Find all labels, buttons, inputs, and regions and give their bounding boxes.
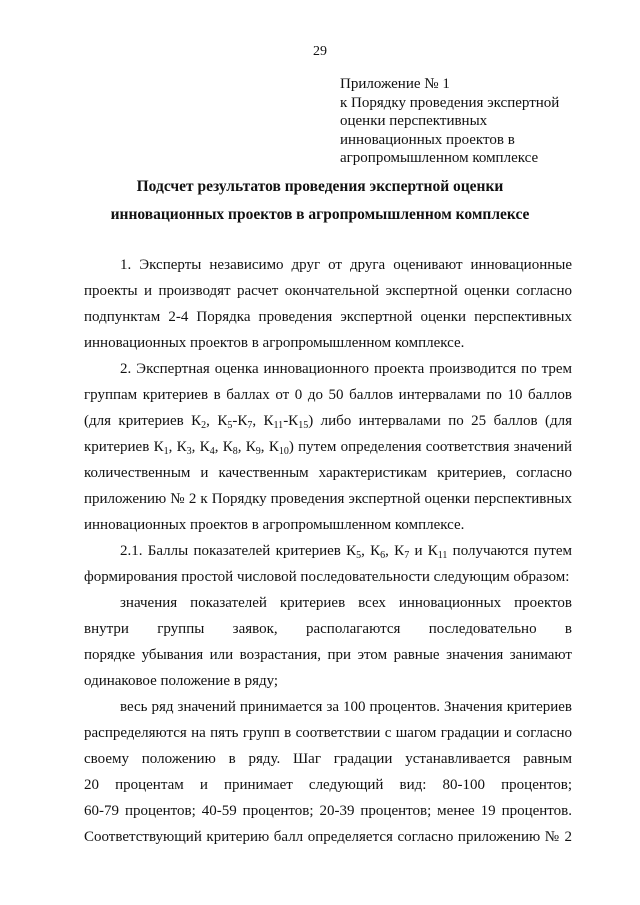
paragraph-4-line-4: 20 процентам и принимает следующий вид: 80-100 процентов; [84, 777, 572, 793]
document-title-line-1: Подсчет результатов проведения экспертной оценки [136, 178, 504, 195]
paragraph-2-line-4: критериев $К_1$, $К_3$, $К_4$, $К_8$, $К_9$, $К_{10}$) путем определения соответствия значений [84, 439, 572, 457]
paragraph-2-line-1: 2. Экспертная оценка инновационного проекта производится по трем [120, 361, 572, 377]
paragraph-1-line-2: проекты и производят расчет окончательной экспертной оценки согласно [84, 283, 572, 299]
paragraph-2-line-5: количественным и качественным характеристикам критериев, согласно [84, 465, 572, 481]
paragraph-3-line-3: порядке убывания или возрастания, при этом равные значения занимают [84, 647, 572, 663]
paragraph-1-line-1: 1. Эксперты независимо друг от друга оценивают инновационные [120, 257, 572, 273]
appendix-line: агропромышленном комплексе [340, 150, 539, 166]
paragraph-3-line-2: внутри группы заявок, располагаются последовательно в [84, 621, 572, 637]
paragraph-2-1-line-1: 2.1. Баллы показателей критериев $К_5$, $К_6$, $К_7$ и $К_{11}$ получаются путем [120, 543, 572, 561]
paragraph-4-line-1: весь ряд значений принимается за 100 процентов. Значения критериев [120, 699, 572, 715]
document-title-line-2: инновационных проектов в агропромышленном комплексе [110, 206, 530, 223]
paragraph-3-line-4: одинаковое положение в ряду; [84, 673, 279, 689]
page-number: 29 [313, 44, 327, 59]
paragraph-1-line-3: подпунктам 2-4 Порядка проведения экспертной оценки перспективных [84, 309, 572, 325]
paragraph-4-line-3: своему положению в ряду. Шаг градации устанавливается равным [84, 751, 572, 767]
paragraph-4-line-5: 60-79 процентов; 40-59 процентов; 20-39 процентов; менее 19 процентов. [84, 803, 572, 819]
paragraph-2-line-2: группам критериев в баллах от 0 до 50 баллов интервалами по 10 баллов [84, 387, 572, 403]
paragraph-4-line-2: распределяются на пять групп в соответствии с шагом градации и согласно [84, 725, 572, 741]
paragraph-2-line-3: (для критериев $К_2$, $К_5-К_7$, $К_{11}-К_{15}$) либо интервалами по 25 баллов (для [84, 413, 572, 431]
paragraph-4-line-6: Соответствующий критерию балл определяется согласно приложению № 2 [84, 829, 572, 845]
paragraph-2-1-line-2: формирования простой числовой последовательности следующим образом: [84, 569, 570, 585]
paragraph-3-line-1: значения показателей критериев всех инновационных проектов [120, 595, 572, 611]
paragraph-2-line-7: инновационных проектов в агропромышленном комплексе. [84, 517, 465, 533]
appendix-line: оценки перспективных [340, 113, 488, 129]
appendix-line: инновационных проектов в [340, 131, 515, 148]
appendix-header [340, 75, 620, 168]
appendix-line: к Порядку проведения экспертной [340, 94, 560, 111]
paragraph-2-line-6: приложению № 2 к Порядку проведения экспертной оценки перспективных [84, 491, 572, 507]
paragraph-1-line-4: инновационных проектов в агропромышленном комплексе. [84, 335, 465, 351]
appendix-line: Приложение № 1 [340, 76, 450, 92]
